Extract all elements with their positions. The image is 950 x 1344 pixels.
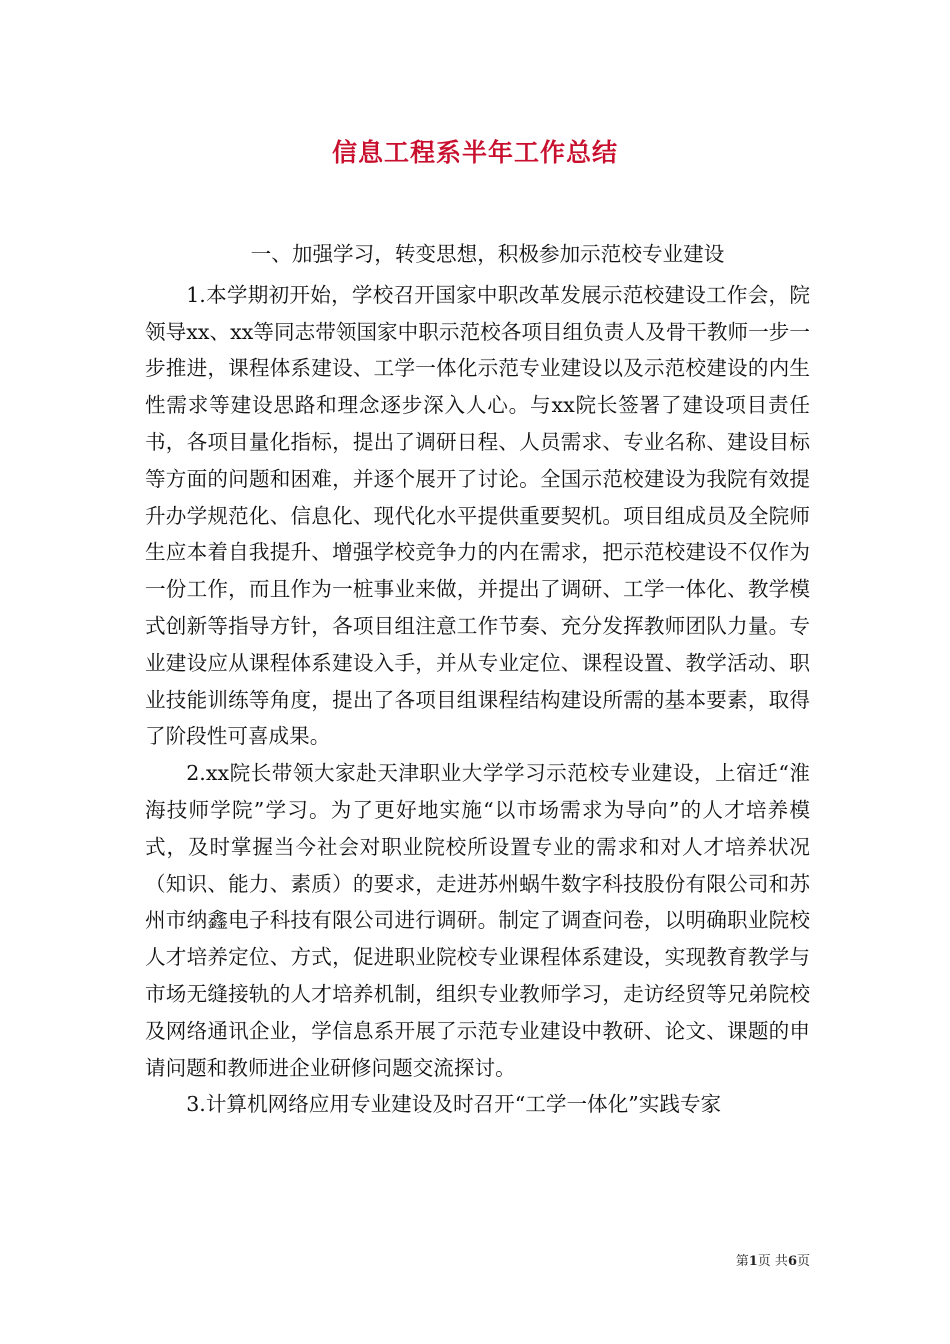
footer-prefix: 第 (735, 1254, 749, 1269)
page-number-footer (700, 1250, 810, 1269)
paragraph-1: 1.本学期初开始，学校召开国家中职改革发展示范校建设工作会，院领导xx、xx等同志带领国家中职示范校各项目组负责人及骨干教师一步一步推进，课程体系建设、工学一体化示范专业建设以及示范校建设的内生性需求等建设思路和理念逐步深入人心。与xx院长签署了建设项目责任书，各项目量化指标，提出了调研日程、人员需求、专业名称、建设目标等方面的问题和困难，并逐个展开了讨论。全国示范校建设为我院有效提升办学规范化、信息化、现代化水平提供重要契机。项目组成员及全院师生应本着自我提升、增强学校竞争力的内在需求，把示范校建设不仅作为一份工作，而且作为一桩事业来做，并提出了调研、工学一体化、教学模式创新等指导方针，各项目组注意工作节奏、充分发挥教师团队力量。专业建设应从课程体系建设入手，并从专业定位、课程设置、教学活动、职业技能训练等角度，提出了各项目组课程结构建设所需的基本要素，取得了阶段性可喜成果。 (145, 282, 810, 749)
document-title: 信息工程系半年工作总结 (331, 138, 618, 167)
paragraph-2: 2.xx院长带领大家赴天津职业大学学习示范校专业建设，上宿迁“淮海技师学院”学习。为了更好地实施“以市场需求为导向”的人才培养模式，及时掌握当今社会对职业院校所设置专业的需求和对人才培养状况（知识、能力、素质）的要求，走进苏州蜗牛数字科技股份有限公司和苏州市纳鑫电子科技有限公司进行调研。制定了调查问卷，以明确职业院校人才培养定位、方式，促进职业院校专业课程体系建设，实现教育教学与市场无缝接轨的人才培养机制，组织专业教师学习，走访经贸等兄弟院校及网络通讯企业，学信息系开展了示范专业建设中教研、论文、课题的申请问题和教师进企业研修问题交流探讨。 (145, 761, 810, 1080)
document-body (145, 236, 810, 1123)
section-heading: 一、加强学习，转变思想，积极参加示范校专业建设 (250, 242, 725, 266)
total-pages-number: 6 (787, 1254, 797, 1269)
footer-middle: 页 共 (757, 1254, 788, 1269)
current-page-number: 1 (748, 1254, 758, 1269)
paragraph-3: 3.计算机网络应用专业建设及时召开“工学一体化”实践专家 (186, 1092, 722, 1117)
footer-suffix: 页 (796, 1254, 810, 1269)
